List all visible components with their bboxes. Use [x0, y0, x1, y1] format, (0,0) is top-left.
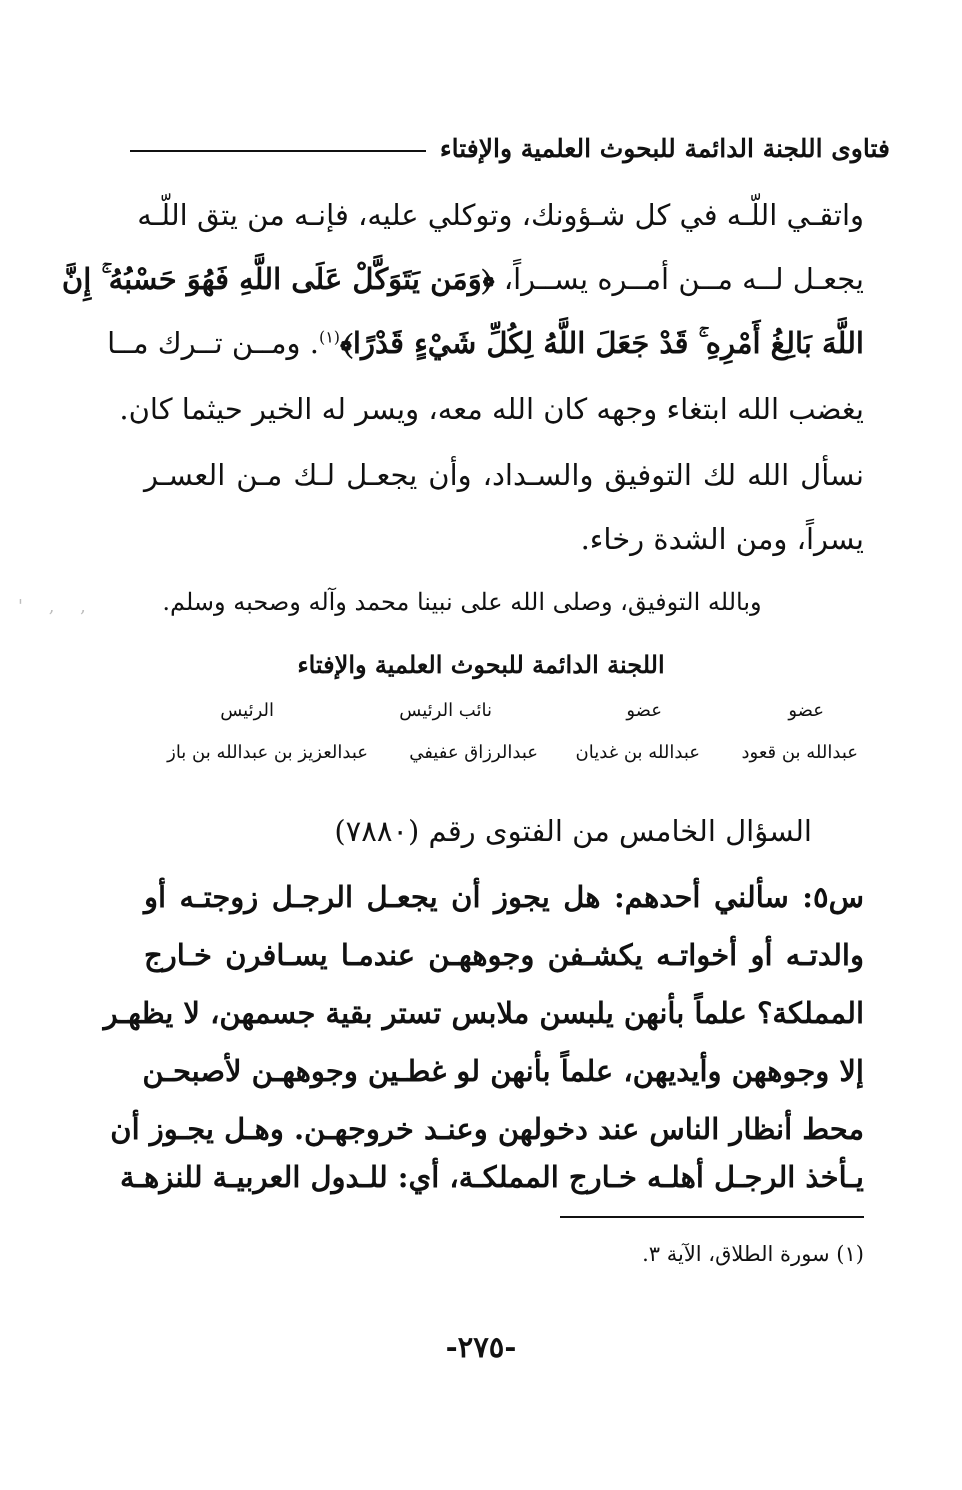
signature-name-2: عبدالله بن غديان [575, 742, 700, 763]
body-line-3 [107, 326, 864, 361]
question-heading: السؤال الخامس من الفتوى رقم (٧٨٨٠) [334, 814, 812, 848]
signature-name-3: عبدالرزاق عفيفي [409, 742, 538, 763]
page-number: -٢٧٥- [445, 1330, 517, 1364]
body-line-2-text: يجعـل لــه مــن أمــره يســراً، [494, 262, 864, 296]
question-line-2: والدتـه أو أخواتـه يكشـفن وجوههـن عندمـا يسـافرن خـارج [144, 938, 864, 972]
question-line-3: المملكة؟ علماً بأنهن يلبسن ملابس تستر بقية جسمهن، لا يظهـر [103, 996, 864, 1030]
body-line-5: نسأل الله لك التوفيق والسـداد، وأن يجعـل لـك مـن العسـر [144, 458, 864, 492]
committee-title: اللجنة الدائمة للبحوث العلمية والإفتاء [297, 650, 665, 679]
footnote-ref: (١) [318, 327, 341, 347]
body-line-1: واتقـي اللّـه في كل شـؤونك، وتوكلي عليه، فإنـه من يتق اللّـه [137, 198, 864, 232]
signature-name-1: عبدالله بن قعود [741, 742, 858, 763]
running-header [130, 128, 890, 168]
closing-line: وبالله التوفيق، وصلى الله على نبينا محمد وآله وصحبه وسلم. [162, 588, 762, 616]
footnote: (١) سورة الطلاق، الآية ٣. [642, 1242, 864, 1266]
signature-role-2: عضو [626, 700, 662, 721]
question-line-6: يـأخذ الرجـل أهلـه خـارج المملكـة، أي: للـدول العربيـة للنزهـة [120, 1160, 864, 1194]
body-line-3-tail: . ومــن تــرك مــا [107, 326, 319, 360]
signature-role-1: عضو [788, 700, 824, 721]
header-rule [130, 150, 426, 152]
quran-verse-part2: اللَّهَ بَالِغُ أَمْرِهِ ۚ قَدْ جَعَلَ اللَّهُ لِكُلِّ شَيْءٍ قَدْرًا﴾ [340, 326, 864, 360]
quran-verse-part1: ﴿وَمَن يَتَوَكَّلْ عَلَى اللَّهِ فَهُوَ حَسْبُهُ ۚ إِنَّ [61, 262, 495, 296]
footnote-rule [560, 1216, 864, 1218]
signature-name-4: عبدالعزيز بن عبدالله بن باز [167, 742, 368, 763]
question-line-4: إلا وجوههن وأيديهن، علماً بأنهن لو غطـين وجوههـن لأصبحـن [142, 1054, 864, 1088]
body-line-4: يغضب الله ابتغاء وجهه كان الله معه، ويسر له الخير حيثما كان. [119, 392, 864, 426]
question-line-1: س٥: سألني أحدهم: هل يجوز أن يجعـل الرجـل زوجتـه أو [144, 880, 864, 914]
signature-role-3: نائب الرئيس [399, 700, 492, 721]
header-title: فتاوى اللجنة الدائمة للبحوث العلمية والإفتاء [439, 133, 890, 163]
body-line-6: يسراً، ومن الشدة رخاء. [580, 522, 864, 556]
margin-smudge: ' ‚ , [18, 596, 96, 617]
body-line-2 [61, 262, 864, 297]
signature-role-4: الرئيس [220, 700, 274, 721]
question-line-5: محط أنظار الناس عند دخولهن وعنـد خروجهـن. وهـل يجـوز أن [110, 1112, 864, 1146]
